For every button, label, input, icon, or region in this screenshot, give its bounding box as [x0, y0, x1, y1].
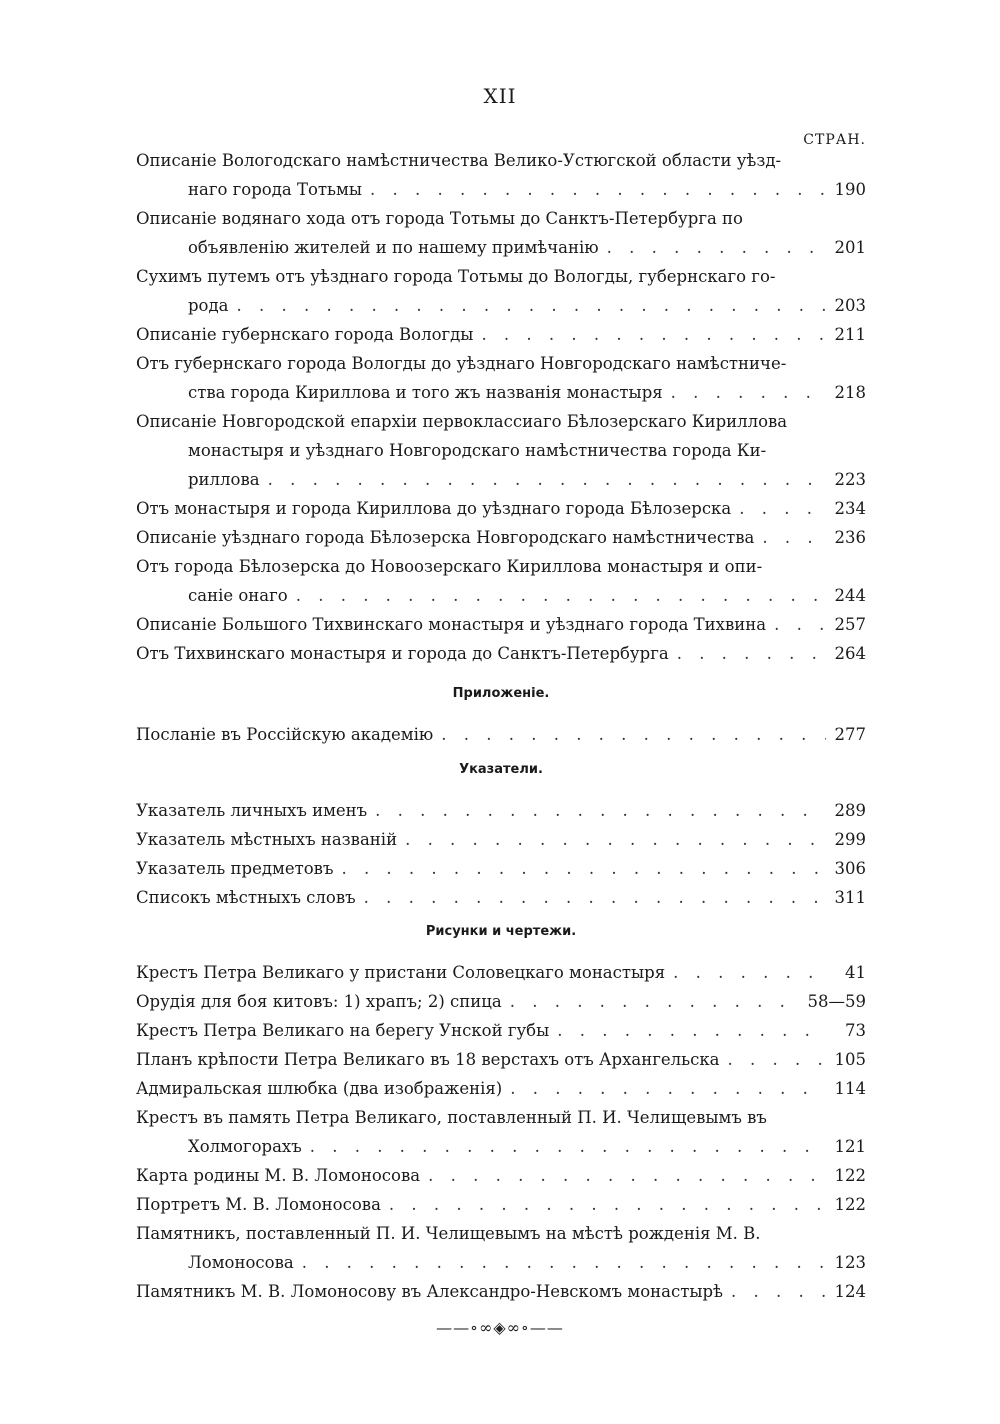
toc-entry-page: 289 — [834, 801, 866, 820]
toc-entry-last-line — [136, 854, 866, 883]
toc-entry-title: Указатель личныхъ именъ — [136, 801, 368, 820]
dot-leader — [510, 1074, 826, 1103]
dot-leader — [762, 523, 826, 552]
dot-leader — [428, 1161, 826, 1190]
toc-entry-last-line — [136, 639, 866, 668]
dot-leader — [237, 291, 827, 320]
toc-entry-last-line — [136, 1045, 866, 1074]
dot-leader — [673, 958, 826, 987]
toc-entry-page: 299 — [834, 830, 866, 849]
dot-leader — [481, 320, 826, 349]
toc-entry-line: Памятникъ, поставленный П. И. Челищевымъ на мѣстѣ рожденія М. В. — [136, 1224, 761, 1243]
toc-entry-page: 311 — [834, 888, 866, 907]
toc-entry-page: 277 — [834, 725, 866, 744]
toc-entry — [136, 854, 866, 883]
toc-entry-last-line — [136, 1248, 866, 1277]
toc-entry-last-line — [136, 825, 866, 854]
toc-entry — [136, 1016, 866, 1045]
toc-entry-title: наго города Тотьмы — [188, 180, 362, 199]
toc-entry-last-line — [136, 175, 866, 204]
toc-entry — [136, 494, 866, 523]
toc-entry-line: Описаніе Вологодскаго намѣстничества Велико-Устюгской области уѣзд- — [136, 151, 782, 170]
toc-entry-title: Крестъ Петра Великаго на берегу Унской губы — [136, 1021, 550, 1040]
toc-entry-page: 58—59 — [807, 992, 866, 1011]
toc-entry-title: Указатель мѣстныхъ названій — [136, 830, 398, 849]
page-number: XII — [483, 84, 517, 108]
toc-entry — [136, 639, 866, 668]
toc-entry-title: риллова — [188, 470, 260, 489]
toc-entry-title: Адмиральская шлюбка (два изображенія) — [136, 1079, 503, 1098]
toc-entry-title: Памятникъ М. В. Ломоносову въ Александро-Невскомъ монастырѣ — [136, 1282, 723, 1301]
toc-entry — [136, 349, 866, 407]
toc-entry — [136, 1103, 866, 1161]
toc-entry — [136, 204, 866, 262]
dot-leader — [375, 796, 826, 825]
toc-entry-page: 105 — [834, 1050, 866, 1069]
toc-entry-title: Описаніе губернскаго города Вологды — [136, 325, 474, 344]
dot-leader — [557, 1016, 826, 1045]
toc-entry-page: 73 — [845, 1021, 866, 1040]
section-title-figures: Рисунки и чертежи. — [425, 924, 577, 939]
toc-entry — [136, 720, 866, 749]
toc-entry-title: Отъ Тихвинскаго монастыря и города до Санктъ-Петербурга — [136, 644, 669, 663]
dot-leader — [728, 1045, 827, 1074]
toc-entry-page: 244 — [834, 586, 866, 605]
toc-entry-line: Отъ губернскаго города Вологды до уѣзднаго Новгородскаго намѣстниче- — [136, 354, 787, 373]
section-title-indexes: Указатели. — [459, 762, 543, 777]
toc-appendix-section — [136, 670, 866, 749]
toc-entry-last-line — [136, 1277, 866, 1306]
section-title-appendix: Приложеніе. — [452, 686, 550, 701]
toc-entry-last-line — [136, 465, 866, 494]
toc-entry-page: 223 — [834, 470, 866, 489]
toc-entry-page: 122 — [834, 1166, 866, 1185]
toc-entry — [136, 987, 866, 1016]
toc-entry-title: Описаніе уѣзднаго города Бѣлозерска Новгородскаго намѣстничества — [136, 528, 755, 547]
dot-leader — [739, 494, 826, 523]
toc-entry-page: 236 — [834, 528, 866, 547]
toc-entry-page: 203 — [834, 296, 866, 315]
toc-entry-title: Посланіе въ Россійскую академію — [136, 725, 434, 744]
toc-entry-page: 114 — [834, 1079, 866, 1098]
toc-entry-last-line — [136, 958, 866, 987]
toc-entry-last-line — [136, 1016, 866, 1045]
toc-entry-page: 306 — [834, 859, 866, 878]
toc-entry — [136, 523, 866, 552]
page-column-header: СТРАН. — [803, 132, 866, 148]
toc-entry-title: Отъ монастыря и города Кириллова до уѣзднаго города Бѣлозерска — [136, 499, 732, 518]
toc-entry-title: Описаніе Большого Тихвинскаго монастыря и уѣзднаго города Тихвина — [136, 615, 767, 634]
dot-leader — [370, 175, 826, 204]
toc-entry-title: Холмогорахъ — [188, 1137, 302, 1156]
dot-leader — [296, 581, 826, 610]
toc-entry — [136, 262, 866, 320]
dot-leader — [774, 610, 826, 639]
dot-leader — [677, 639, 826, 668]
dot-leader — [671, 378, 826, 407]
toc-entry — [136, 407, 866, 494]
toc-entry-last-line — [136, 291, 866, 320]
toc-entry-last-line — [136, 720, 866, 749]
dot-leader — [510, 987, 800, 1016]
dot-leader — [268, 465, 826, 494]
toc-entry — [136, 958, 866, 987]
toc-entry-last-line — [136, 610, 866, 639]
toc-entry-page: 41 — [845, 963, 866, 982]
toc-entry-page: 123 — [834, 1253, 866, 1272]
toc-entry-last-line — [136, 1074, 866, 1103]
dot-leader — [302, 1248, 826, 1277]
dot-leader — [731, 1277, 826, 1306]
toc-entry-title: Указатель предметовъ — [136, 859, 334, 878]
toc-entry — [136, 146, 866, 204]
toc-entry-page: 234 — [834, 499, 866, 518]
dot-leader — [341, 854, 826, 883]
dot-leader — [607, 233, 826, 262]
toc-entry-title: ства города Кириллова и того жъ названія монастыря — [188, 383, 663, 402]
dot-leader — [310, 1132, 826, 1161]
toc-indexes-section — [136, 746, 866, 912]
end-ornament: ——∘∞◈∞∘—— — [436, 1318, 564, 1337]
toc-entry-line: Описаніе Новгородской епархіи первоклассиаго Бѣлозерскаго Кириллова — [136, 412, 788, 431]
toc-entry-page: 264 — [834, 644, 866, 663]
dot-leader — [441, 720, 826, 749]
toc-entry-line: Сухимъ путемъ отъ уѣзднаго города Тотьмы до Вологды, губернскаго го- — [136, 267, 776, 286]
toc-entry-page: 211 — [834, 325, 866, 344]
toc-entry-last-line — [136, 320, 866, 349]
toc-entry-title: саніе онаго — [188, 586, 288, 605]
toc-entry-last-line — [136, 378, 866, 407]
toc-entry-title: Крестъ Петра Великаго у пристани Соловецкаго монастыря — [136, 963, 666, 982]
toc-entry-line: Описаніе водянаго хода отъ города Тотьмы до Санктъ-Петербурга по — [136, 209, 743, 228]
toc-entry-page: 124 — [834, 1282, 866, 1301]
toc-entry-page: 122 — [834, 1195, 866, 1214]
toc-entry-title: Планъ крѣпости Петра Великаго въ 18 верстахъ отъ Архангельска — [136, 1050, 720, 1069]
toc-entry-line: Крестъ въ память Петра Великаго, поставленный П. И. Челищевымъ въ — [136, 1108, 767, 1127]
toc-main-section — [136, 146, 866, 668]
dot-leader — [405, 825, 826, 854]
toc-entry-last-line — [136, 233, 866, 262]
figure-entries — [136, 958, 866, 1306]
toc-entry-title: Орудія для боя китовъ: 1) храпъ; 2) спица — [136, 992, 502, 1011]
toc-entry-page: 190 — [834, 180, 866, 199]
toc-entry-title: Списокъ мѣстныхъ словъ — [136, 888, 356, 907]
toc-entry — [136, 1277, 866, 1306]
toc-entry-page: 218 — [834, 383, 866, 402]
index-entries — [136, 796, 866, 912]
toc-entry-page: 201 — [834, 238, 866, 257]
toc-entry-last-line — [136, 1132, 866, 1161]
toc-entry-last-line — [136, 494, 866, 523]
toc-entry — [136, 552, 866, 610]
toc-entry — [136, 1045, 866, 1074]
toc-figures-section — [136, 908, 866, 1306]
toc-entry — [136, 320, 866, 349]
toc-entry — [136, 825, 866, 854]
toc-entry-title: Портретъ М. В. Ломоносова — [136, 1195, 381, 1214]
toc-entry — [136, 1219, 866, 1277]
toc-entry-line: Отъ города Бѣлозерска до Новоозерскаго Кириллова монастыря и опи- — [136, 557, 763, 576]
toc-entry — [136, 610, 866, 639]
toc-entry-page: 121 — [834, 1137, 866, 1156]
toc-entry-page: 257 — [834, 615, 866, 634]
dot-leader — [389, 1190, 826, 1219]
toc-entry — [136, 1161, 866, 1190]
toc-entry-last-line — [136, 523, 866, 552]
appendix-entries — [136, 720, 866, 749]
toc-entry-title: объявленію жителей и по нашему примѣчанію — [188, 238, 599, 257]
toc-entry — [136, 1074, 866, 1103]
toc-entry-title: рода — [188, 296, 229, 315]
toc-entry-last-line — [136, 1161, 866, 1190]
toc-entry-title: Карта родины М. В. Ломоносова — [136, 1166, 421, 1185]
toc-entry-line: монастыря и уѣзднаго Новгородскаго намѣстничества города Ки- — [188, 441, 767, 460]
toc-entry — [136, 1190, 866, 1219]
toc-entry-title: Ломоносова — [188, 1253, 294, 1272]
toc-entry-last-line — [136, 1190, 866, 1219]
toc-entry-last-line — [136, 581, 866, 610]
toc-entry-last-line — [136, 796, 866, 825]
toc-entry — [136, 796, 866, 825]
toc-entry-last-line — [136, 987, 866, 1016]
